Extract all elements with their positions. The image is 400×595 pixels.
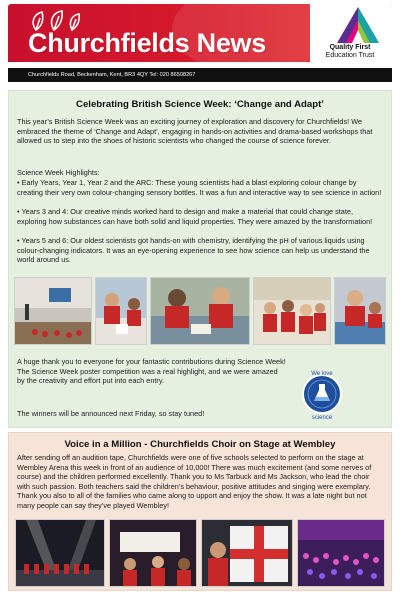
- highlight-years-3-4: • Years 3 and 4: Our creative minds worked hard to design and make a material that could change state, exploring how substances can have both solid and liquid properties. They were amazed by the transformation!: [17, 207, 373, 226]
- science-photo-group: [253, 277, 331, 345]
- science-photo-sensory-bottles: [95, 277, 147, 345]
- science-photo-ph-testing: [334, 277, 386, 345]
- highlight-years-5-6: • Years 5 and 6: Our oldest scientists got hands-on with chemistry, identifying the pH of various liquids using colour-changing indicators. It was an eye-opening experience to see how science can help us understand the world around us.: [17, 236, 370, 265]
- trust-line2: Education Trust: [325, 52, 375, 59]
- trust-logo-icon: [336, 6, 380, 44]
- science-thanks: A huge thank you to everyone for your fantastic contributions during Science Week! The Science Week poster competition was a real highlight, and we were amazed by the creativity and effort put into each entry.: [17, 357, 286, 386]
- science-intro: This year’s British Science Week was an exciting journey of exploration and discovery for Churchfields! We embraced the theme of ‘Change and Adapt’, engaging in hands-on activities and drama-based workshops that allowed us to step into the shoes of historic scientists who changed the course of science forever.: [17, 117, 373, 146]
- newsletter-header: [8, 4, 392, 62]
- newsletter-title: Churchfields News: [28, 28, 266, 58]
- science-photo-assembly: [14, 277, 92, 345]
- trust-name: [310, 44, 390, 60]
- competition-winners: The winners will be announced next Friday, so stay tuned!: [17, 409, 205, 418]
- trust-line1: Quality First: [329, 44, 371, 51]
- choir-photo-flag: [201, 519, 293, 587]
- choir-photo-stage: [15, 519, 105, 587]
- science-photo-material-design: [150, 277, 250, 345]
- choir-title: Voice in a Million - Churchfields Choir on Stage at Wembley: [64, 439, 336, 450]
- choir-body: After sending off an audition tape, Churchfields were one of five schools selected to perform on the stage at Wembley Arena this week in front of an audience of 10,000! There was much excitement (and some nerves of course) and the children performed excellently. Thank you to Ms Tarbuck and Ms Jackson, who lead the choir with such passion. Both teachers said the children’s behaviour, positive attitudes and singing were exemplary. Thank you also to all of the families who came along to upport and enjoy the show. It was a late night but not many people can say they’ve played Wembley!: [17, 453, 372, 510]
- highlight-early-years: • Early Years, Year 1, Year 2 and the ARC: These young scientists had a blast exploring colour change by creating their very own colour-changing sensory bottles. It was a fun and interactive way to see science in action!: [17, 178, 382, 197]
- highlights-heading: Science Week Highlights:: [17, 168, 100, 177]
- badge-bottom-text: science: [311, 415, 333, 420]
- badge-top-text: We love: [311, 371, 333, 377]
- trust-panel: [310, 4, 392, 62]
- science-week-title: Celebrating British Science Week: ‘Change and Adapt’: [76, 99, 324, 110]
- science-week-section: [8, 90, 392, 428]
- we-love-science-badge: [299, 366, 345, 420]
- choir-photo-arena: [297, 519, 385, 587]
- choir-photo-banner: [109, 519, 197, 587]
- choir-section: [8, 432, 392, 591]
- address-bar: Churchfields Road, Beckenham, Kent, BR3 4QY Tel: 020 86508267: [8, 68, 392, 82]
